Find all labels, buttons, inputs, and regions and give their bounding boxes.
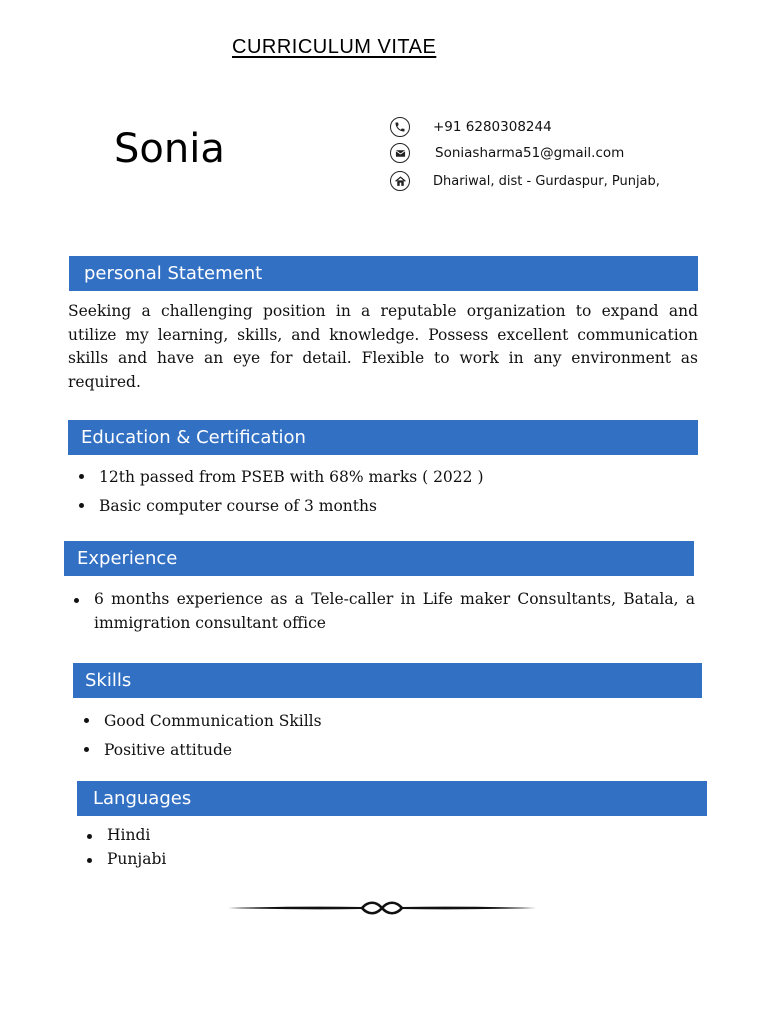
skills-list	[74, 707, 702, 765]
home-icon	[390, 171, 410, 191]
education-list	[69, 463, 698, 521]
section-heading-experience: Experience	[64, 541, 694, 576]
contact-email-row	[390, 143, 624, 163]
phone-icon	[390, 117, 410, 137]
experience-list	[64, 587, 695, 635]
contact-email: Soniasharma51@gmail.com	[435, 145, 625, 161]
section-heading-education: Education & Certification	[68, 420, 698, 455]
list-item: 12th passed from PSEB with 68% marks ( 2022 )	[69, 463, 698, 492]
ornament-divider-icon	[228, 898, 536, 918]
contact-address: Dhariwal, dist - Gurdaspur, Punjab,	[433, 173, 660, 189]
section-heading-personal-statement: personal Statement	[69, 256, 698, 291]
list-item: 6 months experience as a Tele-caller in Life maker Consultants, Batala, a immigration consultant office	[64, 587, 695, 635]
list-item: Good Communication Skills	[74, 707, 702, 736]
list-item: Basic computer course of 3 months	[69, 492, 698, 521]
list-item: Hindi	[77, 823, 707, 847]
languages-list	[77, 823, 707, 871]
contact-phone-row	[390, 117, 552, 137]
document-title: CURRICULUM VITAE	[232, 36, 437, 58]
mail-icon	[390, 143, 410, 163]
personal-statement-text: Seeking a challenging position in a reputable organization to expand and utilize my learning, skills, and knowledge. Possess excellent communication skills and have an eye for detail. Flexible to work in any environment as required.	[68, 302, 698, 391]
contact-phone: +91 6280308244	[433, 119, 552, 135]
section-heading-skills: Skills	[73, 663, 702, 698]
contact-address-row	[390, 171, 660, 191]
list-item: Punjabi	[77, 847, 707, 871]
list-item: Positive attitude	[74, 736, 702, 765]
candidate-name: Sonia	[114, 126, 225, 172]
section-heading-languages: Languages	[77, 781, 707, 816]
